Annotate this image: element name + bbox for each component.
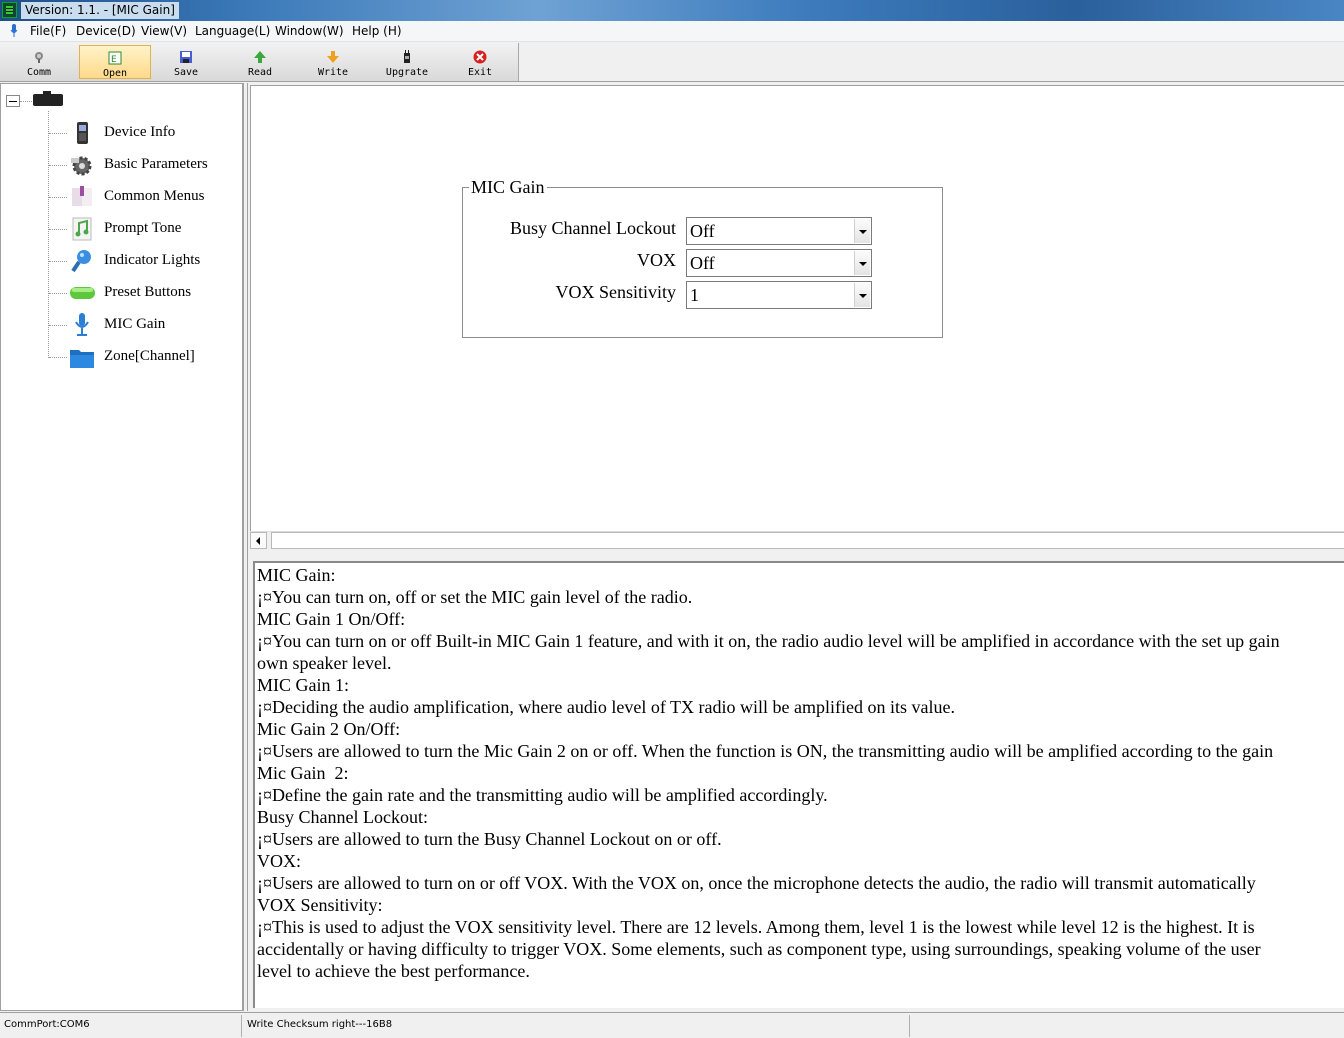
vox-sensitivity-row	[463, 281, 944, 309]
svg-text:E: E	[111, 55, 117, 65]
help-line: ¡¤You can turn on or off Built-in MIC Gain 1 feature, and with it on, the radio audio level will be amplified in accordance with the set up gain	[257, 631, 1280, 651]
tree-item-common-menus[interactable]	[49, 182, 239, 212]
tree-item-indicator-lights[interactable]	[49, 246, 239, 276]
toolbar-strip	[0, 43, 519, 81]
exit-icon	[473, 50, 487, 64]
exit-label: Exit	[467, 67, 493, 78]
help-line: VOX Sensitivity:	[257, 895, 383, 915]
status-checksum: Write Checksum right---16B8	[243, 1015, 910, 1037]
exit-button[interactable]	[444, 45, 516, 79]
menu-file[interactable]: File(F)	[30, 24, 67, 38]
comm-icon	[32, 50, 46, 64]
save-icon	[179, 50, 193, 64]
group-title: MIC Gain	[471, 177, 545, 197]
help-line: ¡¤Users are allowed to turn the Mic Gain 2 on or off. When the function is ON, the transmitting audio will be amplified according to the gain	[257, 741, 1274, 761]
vox-sensitivity-label: VOX Sensitivity	[555, 282, 676, 302]
busy-channel-lockout-row	[463, 217, 944, 245]
green-button-icon	[69, 280, 95, 306]
tree-connector	[20, 101, 32, 102]
vox-select[interactable]	[686, 249, 872, 277]
help-line: accidentally or having difficulty to trigger VOX. Some elements, such as component type, using surroundings, speaking volume of the user	[257, 939, 1261, 959]
save-label: Save	[173, 67, 199, 78]
select-value: Off	[690, 253, 715, 273]
chevron-down-icon[interactable]	[854, 219, 870, 243]
read-label: Read	[247, 67, 273, 78]
tree-item-label: MIC Gain	[104, 316, 166, 332]
help-line: Mic Gain 2 On/Off:	[257, 719, 401, 739]
busy-channel-lockout-label: Busy Channel Lockout	[510, 218, 676, 238]
open-icon	[108, 51, 122, 65]
tree-collapse-toggle[interactable]	[6, 95, 20, 107]
busy-channel-lockout-select[interactable]	[686, 217, 872, 245]
help-line: ¡¤Define the gain rate and the transmitting audio will be amplified accordingly.	[257, 785, 828, 805]
chevron-down-icon[interactable]	[854, 283, 870, 307]
tree-item-label: Basic Parameters	[104, 156, 208, 172]
menu-bar	[0, 21, 1344, 42]
tree-item-label: Preset Buttons	[104, 284, 192, 300]
radio-handset-icon	[69, 120, 95, 146]
light-bulb-icon	[69, 248, 95, 274]
help-line: ¡¤You can turn on, off or set the MIC gain level of the radio.	[257, 587, 693, 607]
help-line: MIC Gain 1 On/Off:	[257, 609, 406, 629]
settings-form-area	[250, 85, 1344, 531]
help-line: ¡¤Users are allowed to turn on or off VOX. With the VOX on, once the microphone detects the audio, the radio will transmit automatically	[257, 873, 1256, 893]
help-line: Busy Channel Lockout:	[257, 807, 428, 827]
tree-item-prompt-tone[interactable]	[49, 214, 239, 244]
menu-window[interactable]: Window(W)	[275, 24, 344, 38]
app-icon[interactable]	[2, 2, 17, 18]
music-note-icon	[69, 216, 95, 242]
vox-label: VOX	[637, 250, 676, 270]
upgrade-button[interactable]	[371, 45, 443, 79]
help-line: Mic Gain 2:	[257, 763, 349, 783]
write-label: Write	[317, 67, 349, 78]
menu-help[interactable]: Help (H)	[352, 24, 402, 38]
title-bar	[0, 0, 1344, 21]
help-line: MIC Gain:	[257, 565, 336, 585]
chevron-down-icon[interactable]	[854, 251, 870, 275]
menu-device[interactable]: Device(D)	[76, 24, 136, 38]
tree-item-zone-channel[interactable]	[49, 342, 239, 372]
tree-item-label: Prompt Tone	[104, 220, 182, 236]
select-value: Off	[690, 221, 715, 241]
menu-language[interactable]: Language(L)	[195, 24, 271, 38]
comm-label: Comm	[26, 67, 52, 78]
select-value: 1	[690, 285, 699, 305]
gear-icon	[69, 152, 95, 178]
read-button[interactable]	[224, 45, 296, 79]
help-line: VOX:	[257, 851, 301, 871]
microphone-icon	[10, 24, 18, 38]
tree-item-label: Device Info	[104, 124, 176, 140]
help-line: ¡¤This is used to adjust the VOX sensitivity level. There are 12 levels. Among them, level 1 is the lowest while level 12 is the highest. It is	[257, 917, 1255, 937]
tree-item-label: Indicator Lights	[104, 252, 201, 268]
book-icon	[69, 184, 95, 210]
help-line: own speaker level.	[257, 653, 392, 673]
help-line: ¡¤Users are allowed to turn the Busy Channel Lockout on or off.	[257, 829, 722, 849]
help-description-box[interactable]	[253, 561, 1344, 1008]
help-line: level to achieve the best performance.	[257, 961, 530, 981]
status-extra	[911, 1015, 1344, 1037]
folder-icon	[69, 344, 95, 370]
upgrade-icon	[400, 50, 414, 64]
scroll-left-icon[interactable]	[250, 532, 267, 549]
vox-sensitivity-select[interactable]	[686, 281, 872, 309]
radio-device-icon[interactable]	[33, 94, 63, 106]
write-icon	[326, 50, 340, 64]
open-label: Open	[102, 68, 128, 79]
write-button[interactable]	[297, 45, 369, 79]
read-icon	[253, 50, 267, 64]
microphone-icon	[69, 312, 95, 338]
tree-item-basic-parameters[interactable]	[49, 150, 239, 180]
upgrade-label: Upgrate	[385, 67, 429, 78]
toolbar	[0, 43, 1344, 82]
tree-item-device-info[interactable]	[49, 118, 239, 148]
tree-item-label: Common Menus	[104, 188, 205, 204]
tree-item-preset-buttons[interactable]	[49, 278, 239, 308]
vox-row	[463, 249, 944, 277]
status-bar	[0, 1012, 1344, 1038]
scrollbar-thumb[interactable]	[271, 532, 1344, 549]
open-button[interactable]	[79, 45, 151, 79]
content-panel	[247, 83, 1344, 1011]
help-line: MIC Gain 1:	[257, 675, 349, 695]
navigation-tree	[0, 83, 244, 1011]
help-line: ¡¤Deciding the audio amplification, where audio level of TX radio will be amplified on its value.	[257, 697, 955, 717]
horizontal-scrollbar[interactable]	[250, 531, 1344, 548]
save-button[interactable]	[150, 45, 222, 79]
tree-item-mic-gain[interactable]	[49, 310, 239, 340]
menu-view[interactable]: View(V)	[141, 24, 188, 38]
mic-gain-groupbox	[462, 177, 943, 338]
help-text	[257, 564, 1344, 982]
comm-button[interactable]	[3, 45, 75, 79]
window-title: Version: 1.1. - [MIC Gain]	[21, 2, 179, 19]
tree-item-label: Zone[Channel]	[104, 348, 195, 364]
status-comm-port: CommPort:COM6	[0, 1015, 242, 1037]
